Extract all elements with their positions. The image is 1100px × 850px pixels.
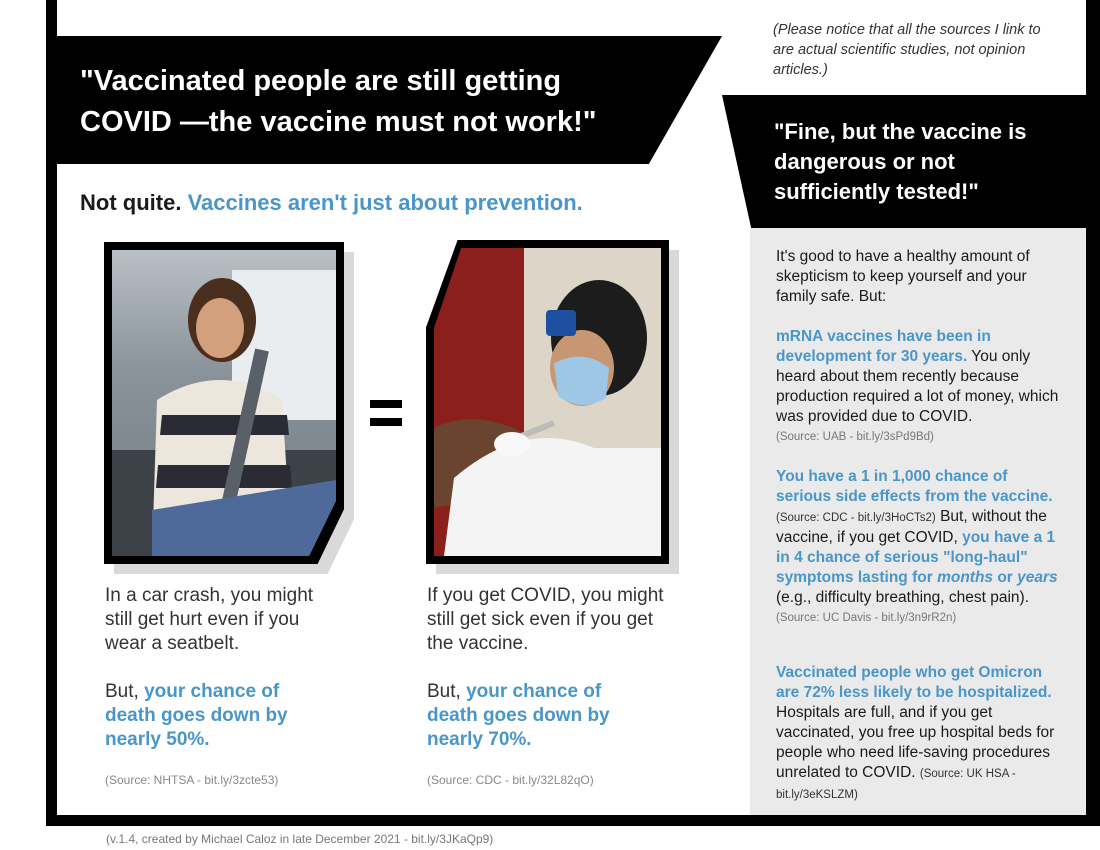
frame-bottom-border — [46, 815, 1100, 826]
car-caption — [105, 584, 345, 656]
vaccine-photo — [426, 240, 669, 564]
vaccine-caption — [427, 584, 677, 656]
longhaul-years: years — [1017, 569, 1058, 586]
sources-note: (Please notice that all the sources I link to are actual scientific studies, not opinion articles.) — [773, 22, 1041, 78]
omicron-block — [776, 663, 1061, 805]
car-emphasis-text: your chance of death goes down by nearly 50%. — [105, 681, 288, 750]
longhaul-highlight: you have a 1 in 4 chance of serious "long-haul" symptoms lasting for — [776, 529, 1056, 586]
right-intro: It's good to have a healthy amount of skepticism to keep yourself and your family safe. But: — [776, 248, 1030, 305]
equals-sign — [370, 400, 402, 436]
vaccine-source: (Source: CDC - bit.ly/32L82qO) — [427, 773, 594, 787]
side-effects-highlight: You have a 1 in 1,000 chance of serious side effects from the vaccine. — [776, 468, 1053, 505]
subhead-black: Not quite. — [80, 190, 182, 215]
omicron-text: Hospitals are full, and if you get vaccinated, you free up hospital beds for people who need life-saving procedures unrelated to COVID. — [776, 704, 1055, 781]
right-headline: "Fine, but the vaccine is dangerous or not sufficiently tested!" — [774, 119, 1027, 204]
subhead — [80, 190, 583, 216]
car-source: (Source: NHTSA - bit.ly/3zcte53) — [105, 773, 279, 787]
longhaul-months: months — [937, 569, 994, 586]
seatbelt-illustration — [112, 250, 336, 556]
seatbelt-photo — [104, 242, 344, 564]
mrna-highlight: mRNA vaccines have been in development for 30 years. — [776, 328, 991, 365]
longhaul-text: (e.g., difficulty breathing, chest pain). — [776, 589, 1030, 606]
frame-right-border — [1086, 0, 1100, 826]
left-headline — [80, 61, 640, 143]
vaccine-caption-text: If you get COVID, you might still get sick even if you get the vaccine. — [427, 585, 664, 654]
longhaul-or: or — [997, 569, 1013, 586]
vaccine-but: But, — [427, 681, 461, 702]
omicron-highlight: Vaccinated people who get Omicron are 72% less likely to be hospitalized. — [776, 664, 1052, 701]
longhaul-source: (Source: UC Davis - bit.ly/3n9rR2n) — [776, 612, 957, 624]
vaccine-emphasis-text: your chance of death goes down by nearly 70%. — [427, 681, 610, 750]
vaccination-illustration — [434, 248, 661, 556]
vaccine-emphasis — [427, 680, 647, 752]
left-headline-line-2: COVID —the vaccine must not work!" — [80, 106, 597, 138]
omicron-source: (Source: UK HSA - bit.ly/3eKSLZM) — [776, 768, 1016, 801]
subhead-blue: Vaccines aren't just about prevention. — [187, 190, 583, 215]
side-effects-source: (Source: CDC - bit.ly/3HoCTs2) — [776, 512, 936, 524]
mrna-text: You only heard about them recently because production required a lot of money, which was provided due to COVID. — [776, 348, 1059, 425]
vaccine-photo-image — [434, 248, 661, 556]
car-emphasis — [105, 680, 325, 752]
footer-credit: (v.1.4, created by Michael Caloz in late December 2021 - bit.ly/3JKaQp9) — [106, 832, 494, 846]
car-but: But, — [105, 681, 139, 702]
mrna-block — [776, 327, 1061, 447]
car-caption-text: In a car crash, you might still get hurt even if you wear a seatbelt. — [105, 585, 314, 654]
side-effects-block — [776, 467, 1061, 628]
seatbelt-photo-image — [112, 250, 336, 556]
left-headline-line-1: "Vaccinated people are still getting — [80, 65, 562, 97]
mrna-source: (Source: UAB - bit.ly/3sPd9Bd) — [776, 431, 934, 443]
frame-left-border — [46, 0, 57, 826]
side-effects-text: But, without the vaccine, if you get COVID, — [776, 508, 1047, 546]
